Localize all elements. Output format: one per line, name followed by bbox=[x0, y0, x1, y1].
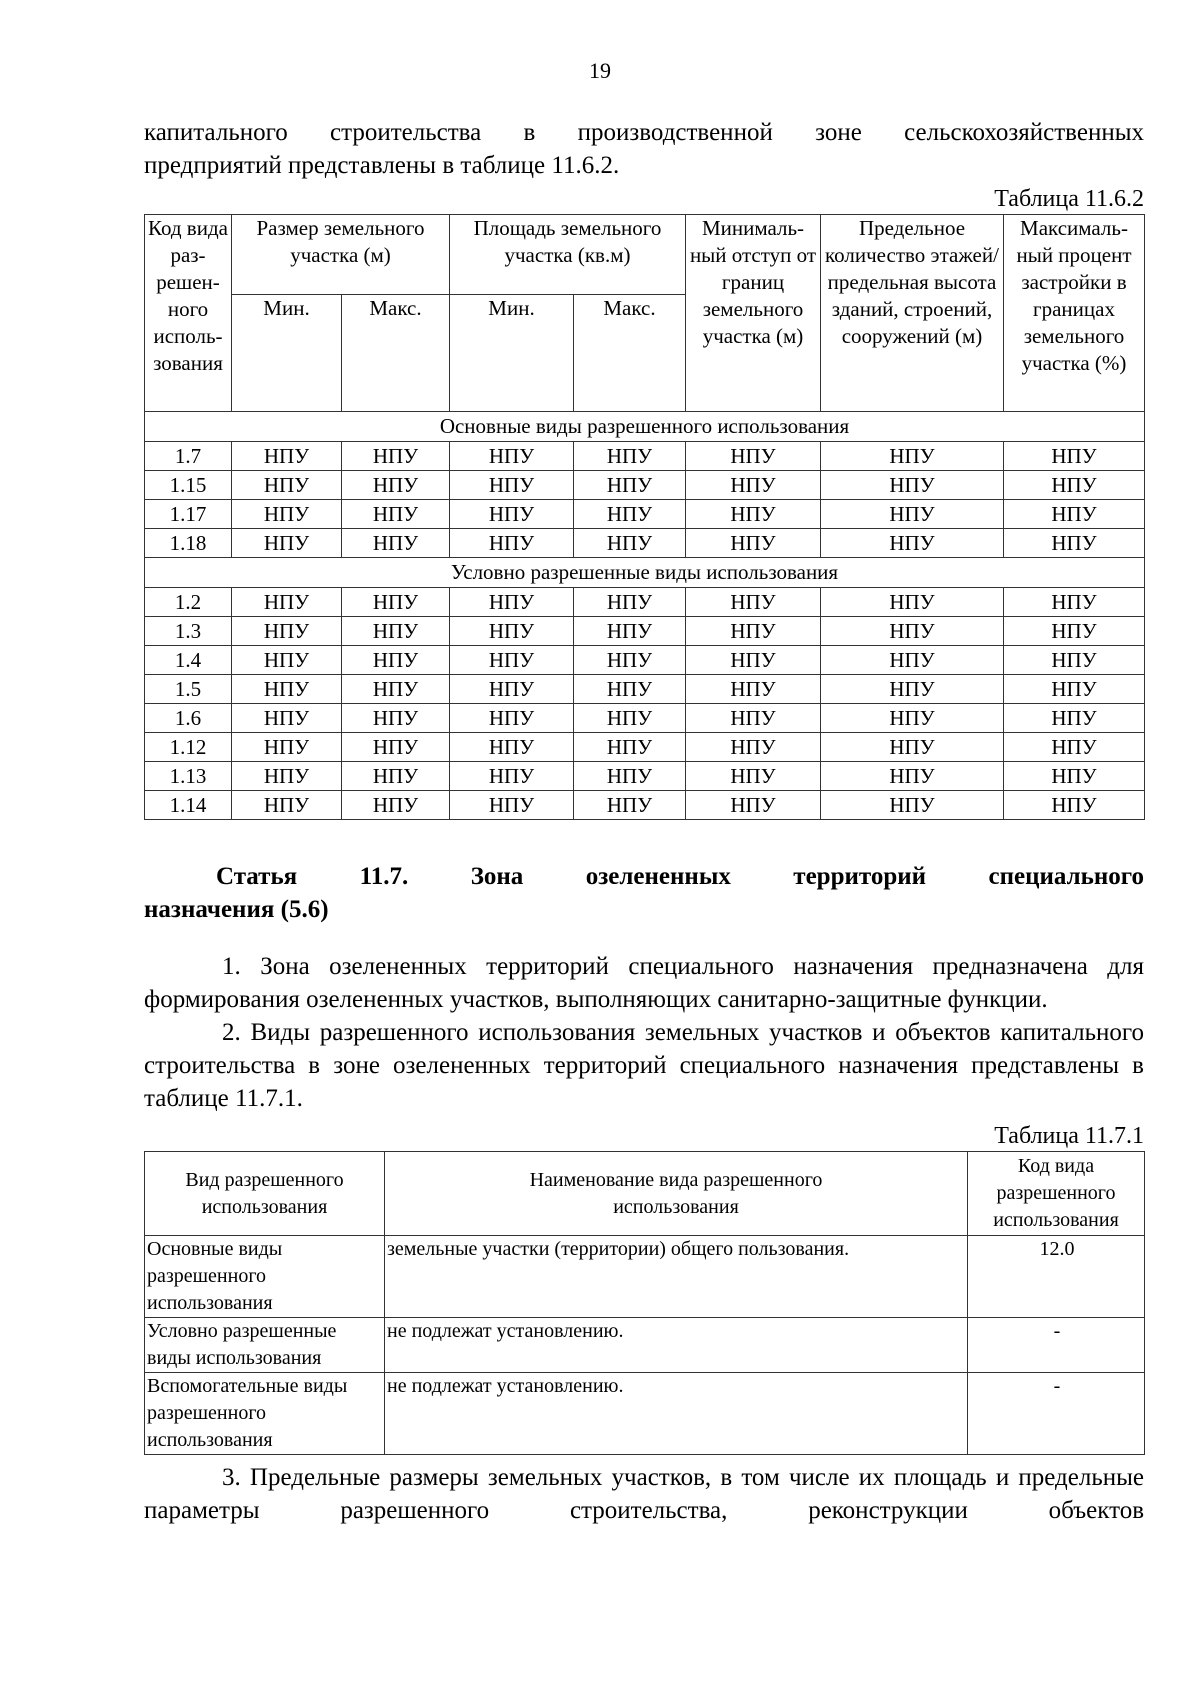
row-value-cell: НПУ bbox=[574, 733, 686, 762]
table2-body bbox=[145, 1236, 1145, 1455]
row-value-cell: НПУ bbox=[821, 704, 1004, 733]
row-kind-cell: Основные виды разрешенного использования bbox=[145, 1236, 385, 1318]
row-value-cell: НПУ bbox=[450, 733, 574, 762]
row-value-cell: НПУ bbox=[574, 588, 686, 617]
row-value-cell: НПУ bbox=[821, 588, 1004, 617]
header-area-max: Макс. bbox=[574, 295, 686, 412]
row-value-cell: НПУ bbox=[342, 704, 450, 733]
row-value-cell: НПУ bbox=[1004, 646, 1145, 675]
row-value-cell: НПУ bbox=[821, 529, 1004, 558]
header-size-min: Мин. bbox=[232, 295, 342, 412]
row-value-cell: НПУ bbox=[686, 500, 821, 529]
row-value-cell: НПУ bbox=[821, 675, 1004, 704]
row-value-cell: НПУ bbox=[574, 646, 686, 675]
row-value-cell: НПУ bbox=[686, 442, 821, 471]
article-title-line-1: Статья 11.7. Зона озелененных территорий специального bbox=[216, 863, 1144, 890]
row-value-cell: НПУ bbox=[574, 675, 686, 704]
page-number: 19 bbox=[589, 58, 611, 83]
header-area-min: Мин. bbox=[450, 295, 574, 412]
row-value-cell: НПУ bbox=[821, 471, 1004, 500]
row-name-cell: не подлежат установлению. bbox=[385, 1373, 968, 1455]
table-row bbox=[145, 704, 1145, 733]
t2-header-name: Наименование вида разрешенного использования bbox=[385, 1152, 968, 1236]
article-paragraph-2: 2. Виды разрешенного использования земельных участков и объектов капитального строительства в зоне озелененных территорий специального назначения представлены в таблице 11.7.1. bbox=[144, 1019, 1144, 1112]
row-code-cell: 1.14 bbox=[145, 791, 232, 820]
row-value-cell: НПУ bbox=[450, 471, 574, 500]
row-value-cell: НПУ bbox=[1004, 675, 1145, 704]
row-code-cell: 1.7 bbox=[145, 442, 232, 471]
row-value-cell: НПУ bbox=[574, 762, 686, 791]
row-code-cell: 1.5 bbox=[145, 675, 232, 704]
table-row bbox=[145, 617, 1145, 646]
row-value-cell: НПУ bbox=[1004, 442, 1145, 471]
header-area: Площадь земельного участка (кв.м) bbox=[450, 215, 686, 295]
row-value-cell: НПУ bbox=[342, 791, 450, 820]
row-code-cell: 1.13 bbox=[145, 762, 232, 791]
table2-caption: Таблица 11.7.1 bbox=[994, 1123, 1144, 1149]
table-row bbox=[145, 675, 1145, 704]
row-value-cell: НПУ bbox=[342, 471, 450, 500]
row-value-cell: НПУ bbox=[686, 704, 821, 733]
t2-header-code: Код вида разрешенного использования bbox=[968, 1152, 1145, 1236]
intro-line-1: капитального строительства в производственной зоне сельскохозяйственных bbox=[144, 119, 1144, 146]
row-value-cell: НПУ bbox=[686, 617, 821, 646]
table-row bbox=[145, 500, 1145, 529]
row-value-cell: НПУ bbox=[232, 471, 342, 500]
row-value-cell: НПУ bbox=[342, 646, 450, 675]
row-value-cell: НПУ bbox=[232, 675, 342, 704]
table-row bbox=[145, 1236, 1145, 1318]
row-value-cell: НПУ bbox=[821, 762, 1004, 791]
row-value-cell: НПУ bbox=[232, 646, 342, 675]
row-value-cell: НПУ bbox=[232, 588, 342, 617]
row-value-cell: НПУ bbox=[232, 791, 342, 820]
row-value-cell: НПУ bbox=[821, 500, 1004, 529]
row-code-cell: - bbox=[968, 1318, 1145, 1373]
table-row bbox=[145, 791, 1145, 820]
row-value-cell: НПУ bbox=[1004, 762, 1145, 791]
table-row bbox=[145, 646, 1145, 675]
paragraph-3: 3. Предельные размеры земельных участков, в том числе их площадь и предельные параметры разрешенного строительства, реконструкции объектов bbox=[144, 1464, 1144, 1524]
table-row bbox=[145, 762, 1145, 791]
table-11-7-1 bbox=[144, 1151, 1145, 1455]
row-value-cell: НПУ bbox=[1004, 704, 1145, 733]
row-value-cell: НПУ bbox=[232, 762, 342, 791]
row-value-cell: НПУ bbox=[821, 442, 1004, 471]
row-kind-cell: Условно разрешенные виды использования bbox=[145, 1318, 385, 1373]
row-value-cell: НПУ bbox=[450, 500, 574, 529]
row-value-cell: НПУ bbox=[574, 791, 686, 820]
row-value-cell: НПУ bbox=[1004, 588, 1145, 617]
header-floors: Предельное количество этажей/ предельная высота зданий, строений, сооружений (м) bbox=[821, 215, 1004, 412]
row-value-cell: НПУ bbox=[232, 733, 342, 762]
row-value-cell: НПУ bbox=[450, 646, 574, 675]
row-code-cell: 1.17 bbox=[145, 500, 232, 529]
row-value-cell: НПУ bbox=[686, 733, 821, 762]
table-row bbox=[145, 588, 1145, 617]
row-value-cell: НПУ bbox=[232, 704, 342, 733]
row-kind-cell: Вспомогательные виды разрешенного использования bbox=[145, 1373, 385, 1455]
row-code-cell: - bbox=[968, 1373, 1145, 1455]
row-value-cell: НПУ bbox=[342, 529, 450, 558]
row-value-cell: НПУ bbox=[450, 704, 574, 733]
row-value-cell: НПУ bbox=[450, 442, 574, 471]
row-value-cell: НПУ bbox=[1004, 617, 1145, 646]
row-value-cell: НПУ bbox=[342, 762, 450, 791]
article-title-line-2: назначения (5.6) bbox=[144, 896, 329, 923]
row-value-cell: НПУ bbox=[232, 500, 342, 529]
table-row bbox=[145, 471, 1145, 500]
row-value-cell: НПУ bbox=[686, 646, 821, 675]
row-value-cell: НПУ bbox=[686, 675, 821, 704]
row-value-cell: НПУ bbox=[686, 529, 821, 558]
row-value-cell: НПУ bbox=[574, 442, 686, 471]
row-value-cell: НПУ bbox=[574, 529, 686, 558]
header-setback: Минималь-ный отступ от границ земельного участка (м) bbox=[686, 215, 821, 412]
table-row bbox=[145, 733, 1145, 762]
row-code-cell: 1.18 bbox=[145, 529, 232, 558]
row-value-cell: НПУ bbox=[450, 675, 574, 704]
header-code: Код вида раз-решен-ного исполь-зования bbox=[145, 215, 232, 412]
row-value-cell: НПУ bbox=[1004, 791, 1145, 820]
intro-line-2: предприятий представлены в таблице 11.6.2. bbox=[144, 152, 620, 179]
row-value-cell: НПУ bbox=[1004, 733, 1145, 762]
table-row bbox=[145, 1373, 1145, 1455]
row-name-cell: земельные участки (территории) общего пользования. bbox=[385, 1236, 968, 1318]
table-row bbox=[145, 442, 1145, 471]
row-value-cell: НПУ bbox=[821, 791, 1004, 820]
article-paragraph-1: 1. Зона озелененных территорий специального назначения предназначена для формирования озелененных участков, выполняющих санитарно-защитные функции. bbox=[144, 953, 1144, 1013]
row-value-cell: НПУ bbox=[232, 529, 342, 558]
section-conditional-heading bbox=[145, 558, 1145, 588]
row-code-cell: 1.2 bbox=[145, 588, 232, 617]
row-value-cell: НПУ bbox=[450, 762, 574, 791]
t2-header-kind: Вид разрешенного использования bbox=[145, 1152, 385, 1236]
row-code-cell: 1.4 bbox=[145, 646, 232, 675]
row-value-cell: НПУ bbox=[450, 791, 574, 820]
table-row bbox=[145, 1318, 1145, 1373]
row-value-cell: НПУ bbox=[821, 617, 1004, 646]
row-value-cell: НПУ bbox=[574, 617, 686, 646]
header-size-max: Макс. bbox=[342, 295, 450, 412]
row-value-cell: НПУ bbox=[450, 529, 574, 558]
row-code-cell: 1.3 bbox=[145, 617, 232, 646]
row-value-cell: НПУ bbox=[342, 442, 450, 471]
row-value-cell: НПУ bbox=[342, 675, 450, 704]
section-conditional-heading-label: Условно разрешенные виды использования bbox=[145, 558, 1145, 588]
row-code-cell: 1.6 bbox=[145, 704, 232, 733]
row-code-cell: 1.15 bbox=[145, 471, 232, 500]
row-value-cell: НПУ bbox=[232, 442, 342, 471]
row-value-cell: НПУ bbox=[450, 588, 574, 617]
section-main-heading-label: Основные виды разрешенного использования bbox=[145, 412, 1145, 442]
row-value-cell: НПУ bbox=[574, 471, 686, 500]
row-value-cell: НПУ bbox=[686, 588, 821, 617]
row-code-cell: 1.12 bbox=[145, 733, 232, 762]
row-code-cell: 12.0 bbox=[968, 1236, 1145, 1318]
row-value-cell: НПУ bbox=[1004, 500, 1145, 529]
page-content bbox=[144, 116, 1144, 1527]
row-name-cell: не подлежат установлению. bbox=[385, 1318, 968, 1373]
row-value-cell: НПУ bbox=[342, 617, 450, 646]
row-value-cell: НПУ bbox=[821, 646, 1004, 675]
header-coverage: Максималь-ный процент застройки в границах земельного участка (%) bbox=[1004, 215, 1145, 412]
row-value-cell: НПУ bbox=[574, 704, 686, 733]
row-value-cell: НПУ bbox=[821, 733, 1004, 762]
table-row bbox=[145, 529, 1145, 558]
table-11-6-2 bbox=[144, 214, 1145, 820]
header-size: Размер земельного участка (м) bbox=[232, 215, 450, 295]
row-value-cell: НПУ bbox=[232, 617, 342, 646]
row-value-cell: НПУ bbox=[1004, 529, 1145, 558]
table1-body bbox=[145, 412, 1145, 820]
row-value-cell: НПУ bbox=[574, 500, 686, 529]
row-value-cell: НПУ bbox=[342, 733, 450, 762]
row-value-cell: НПУ bbox=[686, 471, 821, 500]
row-value-cell: НПУ bbox=[1004, 471, 1145, 500]
row-value-cell: НПУ bbox=[342, 588, 450, 617]
row-value-cell: НПУ bbox=[450, 617, 574, 646]
section-main-heading bbox=[145, 412, 1145, 442]
row-value-cell: НПУ bbox=[342, 500, 450, 529]
table1-caption: Таблица 11.6.2 bbox=[994, 186, 1144, 212]
row-value-cell: НПУ bbox=[686, 762, 821, 791]
row-value-cell: НПУ bbox=[686, 791, 821, 820]
